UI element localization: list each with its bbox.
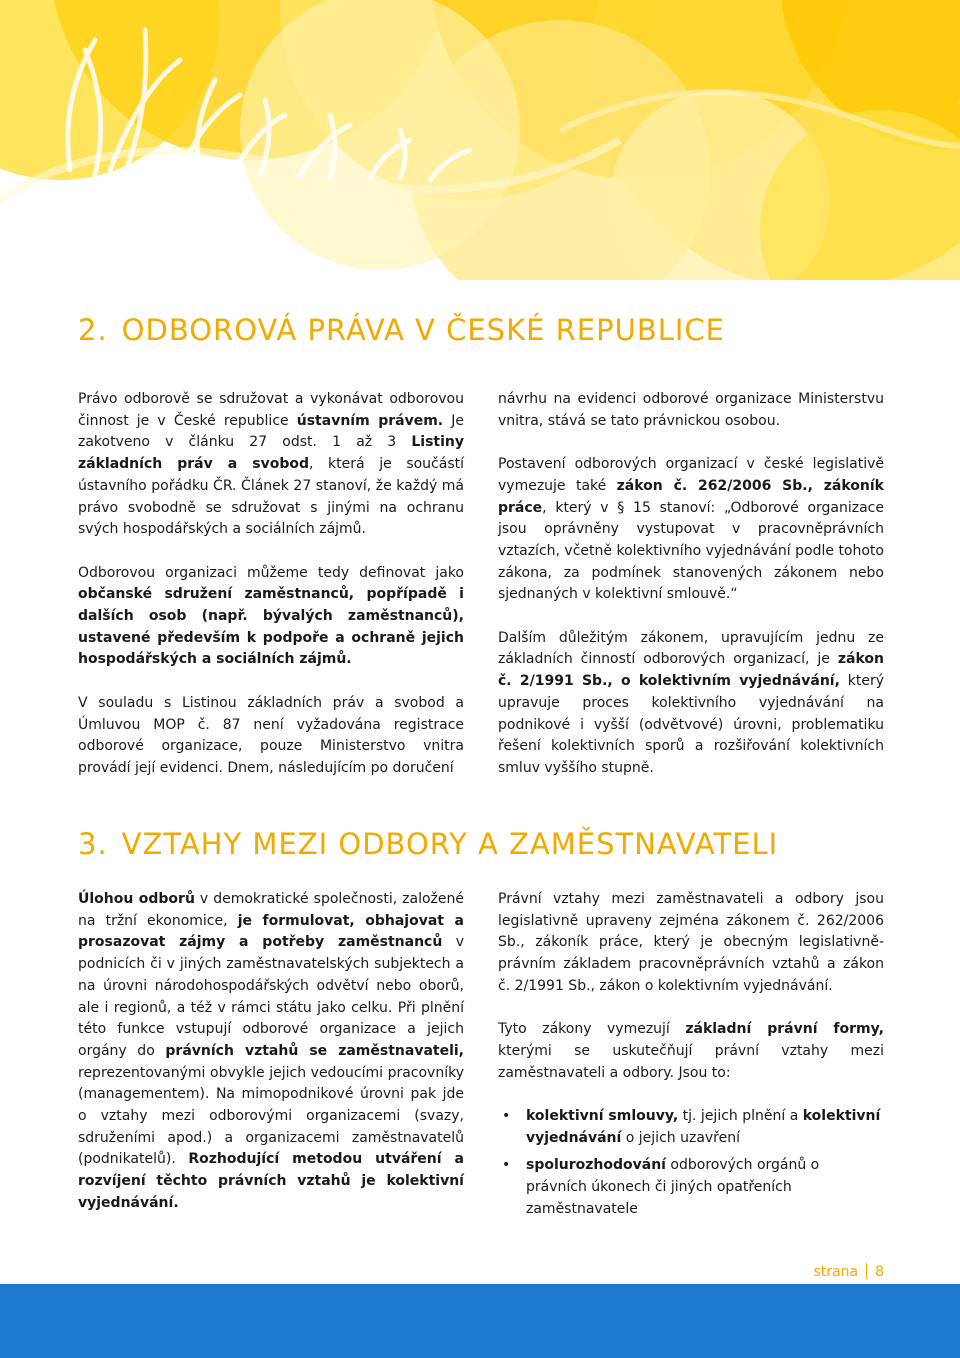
bullet-icon: • xyxy=(502,1157,511,1174)
paragraph: Tyto zákony vymezují základní právní formy, kterými se uskutečňují právní vztahy mezi zaměstnavateli a odbory. Jsou to: xyxy=(498,1021,884,1081)
footer-divider xyxy=(866,1263,867,1279)
list-item-text: spolurozhodování odborových orgánů o právních úkonech či jiných opatřeních zaměstnavatele xyxy=(526,1157,820,1217)
paragraph: návrhu na evidenci odborové organizace Ministerstvu vnitra, stává se tato právnickou osobou. xyxy=(498,391,884,429)
legal-forms-list xyxy=(498,1106,884,1221)
section-number: 2. xyxy=(78,313,108,347)
section-2-right-column xyxy=(498,389,884,780)
bottom-color-bar xyxy=(0,1284,960,1358)
list-item xyxy=(498,1155,884,1220)
section-title: ODBOROVÁ PRÁVA V ČESKÉ REPUBLICE xyxy=(121,313,725,347)
section-3-heading xyxy=(78,827,778,861)
paragraph: Právní vztahy mezi zaměstnavateli a odbory jsou legislativně upraveny zejména zákonem č. 262/2006 Sb., zákoník práce, který je obecným legislativně-právním základem pracovněprávních vztahů a zákon č. 2/1991 Sb., zákon o kolektivním vyjednávání. xyxy=(498,891,884,994)
section-title: VZTAHY MEZI ODBORY A ZAMĚSTNAVATELI xyxy=(121,827,779,861)
section-number: 3. xyxy=(78,827,108,861)
page-label: strana xyxy=(813,1264,859,1280)
list-item xyxy=(498,1106,884,1149)
paragraph: Odborovou organizaci můžeme tedy definovat jako občanské sdružení zaměstnanců, popřípadě i dalších osob (např. bývalých zaměstnanců), ustavené především k podpoře a ochraně jejich hospodářských a sociálních zájmů. xyxy=(78,564,464,668)
paragraph: Právo odborově se sdružovat a vykonávat odborovou činnost je v České republice ústavním právem. Je zakotveno v článku 27 odst. 1 až 3 Listiny základních práv a svobod, která je součástí ústavního pořádku ČR. Článek 27 stanoví, že každý má právo svobodně se sdružovat s jinými na ochranu svých hospodářských a sociálních zájmů. xyxy=(78,391,465,538)
paragraph: V souladu s Listinou základních práv a svobod a Úmluvou MOP č. 87 není vyžadována registrace odborové organizace, pouze Ministerstvo vnitra provádí její evidenci. Dnem, následujícím po doručení xyxy=(78,694,464,776)
list-item-text: kolektivní smlouvy, tj. jejich plnění a kolektivní vyjednávání o jejich uzavření xyxy=(526,1108,881,1146)
yellow-circles-grass-illustration xyxy=(0,0,960,280)
bullet-icon: • xyxy=(502,1108,511,1124)
section-3-right-column xyxy=(498,889,884,1227)
page-footer xyxy=(814,1263,885,1280)
section-3-left-column xyxy=(78,889,464,1215)
section-2-heading xyxy=(78,313,725,347)
paragraph: Dalším důležitým zákonem, upravujícím jednu ze základních činností odborových organizací, je zákon č. 2/1991 Sb., o kolektivním vyjednávání, který upravuje proces kolektivního vyjednávání na podnikové i vyšší (odvětvové) úrovni, problematiku řešení kolektivních sporů a rozšiřování kolektivních smluv vyššího stupně. xyxy=(498,629,885,776)
page-number: 8 xyxy=(875,1264,884,1280)
paragraph: Postavení odborových organizací v české legislativě vymezuje také zákon č. 262/2006 Sb., zákoník práce, který v § 15 stanoví: „Odborové organizace jsou oprávněny vystupovat v pracovněprávních vztazích, včetně kolektivního vyjednávání podle tohoto zákona, za podmínek stanovených zákonem nebo sjednaných v kolektivní smlouvě.“ xyxy=(498,456,884,603)
paragraph: Úlohou odborů v demokratické společnosti, založené na tržní ekonomice, je formulovat, obhajovat a prosazovat zájmy a potřeby zaměstnanců v podnicích či v jiných zaměstnavatelských subjektech a na úrovni národohospodářských odvětví nebo oborů, ale i regionů, a též v rámci státu jako celku. Při plnění této funkce vstupují odborové organizace a jejich orgány do právních vztahů se zaměstnavateli, reprezentovanými obvykle jejich vedoucími pracovníky (managementem). Na mimopodnikové úrovni pak jde o vztahy mezi odborovými organizacemi (svazy, sdruženími apod.) a organizacemi zaměstnavatelů (podnikatelů). Rozhodující metodou utváření a rozvíjení těchto právních vztahů je kolektivní vyjednávání. xyxy=(78,891,465,1211)
section-2-left-column xyxy=(78,389,464,780)
header-banner xyxy=(0,0,960,280)
